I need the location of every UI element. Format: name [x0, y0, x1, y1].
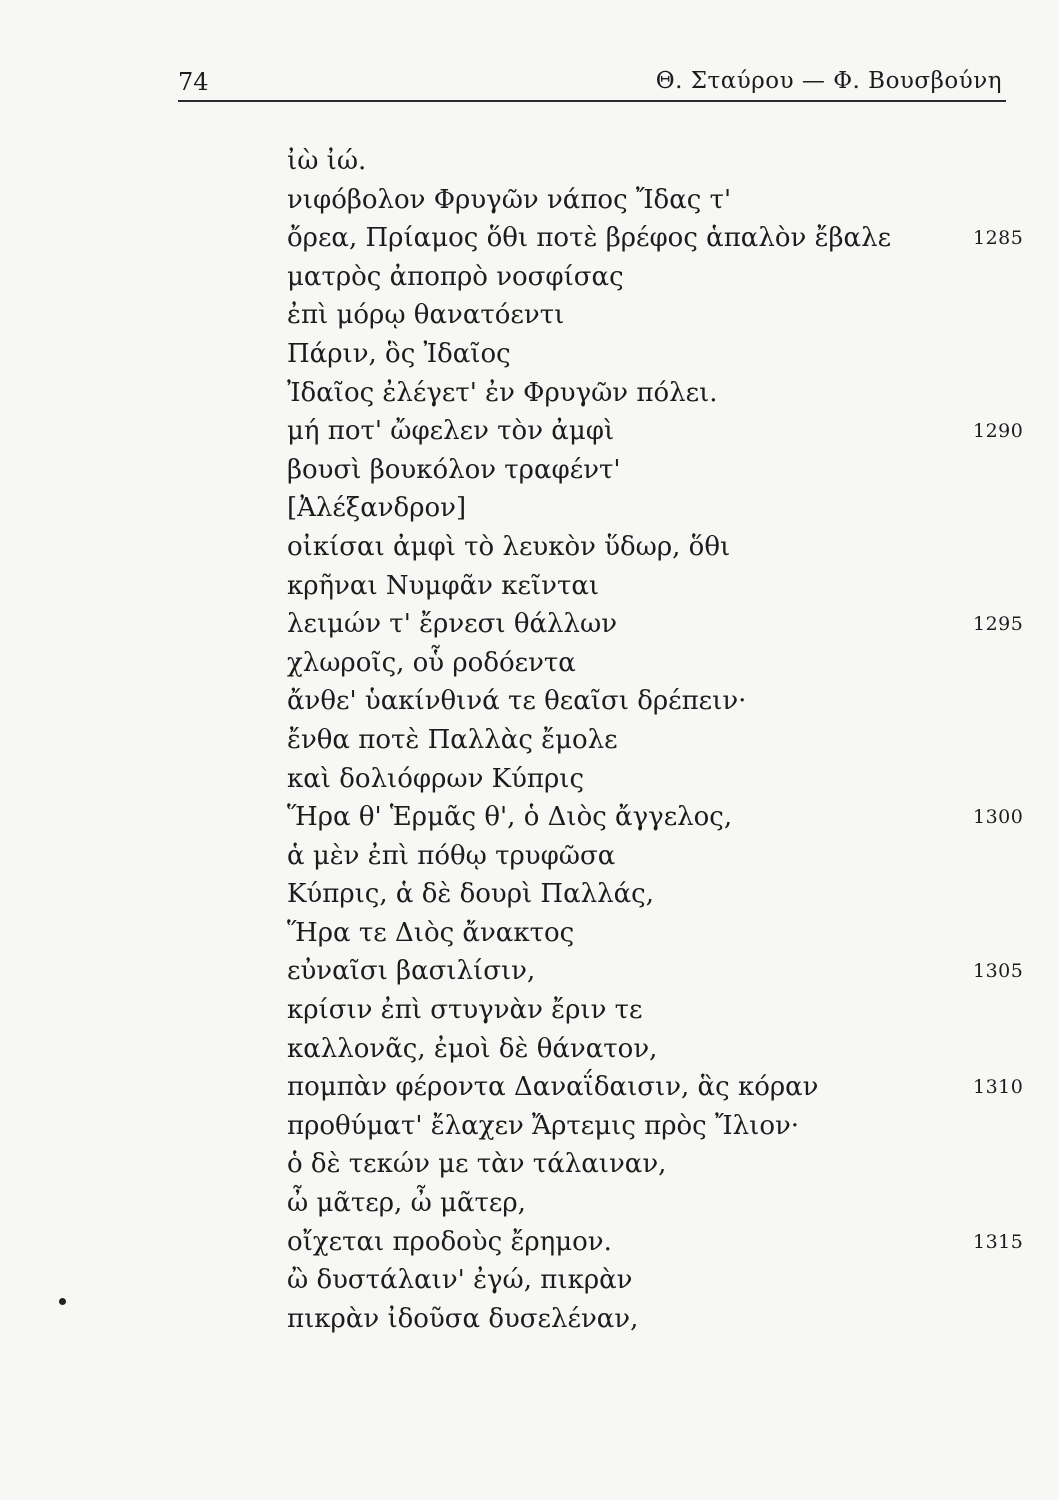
verse-line-text: ὦ μᾶτερ, ὦ μᾶτερ, — [287, 1188, 526, 1219]
line-number: 1315 — [973, 1230, 1024, 1253]
verse-line-text: πικρὰν ἰδοῦσα δυσελέναν, — [287, 1303, 639, 1334]
verse-line — [287, 991, 1007, 1030]
verse-line — [287, 644, 1007, 683]
verse-line — [287, 1261, 1007, 1300]
verse-line — [287, 335, 1007, 374]
verse-line — [287, 1223, 1024, 1262]
verse-line — [287, 181, 1007, 220]
verse-line — [287, 489, 1007, 528]
verse-line-text: ἔνθα ποτὲ Παλλὰς ἔμολε — [287, 724, 618, 755]
verse-line — [287, 528, 1007, 567]
verse-line-text: ἁ μὲν ἐπὶ πόθῳ τρυφῶσα — [287, 840, 616, 871]
verse-line-text: ὄρεα, Πρίαμος ὅθι ποτὲ βρέφος ἁπαλὸν ἔβαλε — [287, 223, 892, 254]
line-number: 1295 — [973, 613, 1024, 636]
verse-line-text: Ἥρα θ' Ἑρμᾶς θ', ὁ Διὸς ἄγγελος, — [287, 802, 733, 833]
verse-line-text: Ἰδαῖος ἐλέγετ' ἐν Φρυγῶν πόλει. — [287, 377, 718, 408]
verse-line — [287, 296, 1007, 335]
line-number: 1310 — [973, 1076, 1024, 1099]
verse-line — [287, 1068, 1024, 1107]
verse-line — [287, 1107, 1007, 1146]
verse-line — [287, 1030, 1007, 1069]
verse-line — [287, 605, 1024, 644]
verse-line — [287, 1145, 1007, 1184]
verse-line-text: χλωροῖς, οὗ ροδόεντα — [287, 647, 576, 678]
verse-line — [287, 567, 1007, 606]
line-number: 1300 — [973, 806, 1024, 829]
verse-line-text: ματρὸς ἀποπρὸ νοσφίσας — [287, 261, 624, 292]
verse-line-text: βουσὶ βουκόλον τραφέντ' — [287, 454, 621, 485]
verse-line-text: κρίσιν ἐπὶ στυγνὰν ἔριν τε — [287, 995, 643, 1026]
page-number: 74 — [178, 68, 209, 96]
verse-line — [287, 219, 1024, 258]
verse-line-text: κρῆναι Νυμφᾶν κεῖνται — [287, 570, 600, 601]
verse-line-text: Πάριν, ὃς Ἰδαῖος — [287, 338, 511, 369]
verse-line-text: λειμών τ' ἔρνεσι θάλλων — [287, 609, 618, 640]
verse-line-text: ἐπὶ μόρῳ θανατόεντι — [287, 300, 565, 331]
verse-line-text: ἄνθε' ὑακίνθινά τε θεαῖσι δρέπειν· — [287, 686, 747, 717]
verse-line — [287, 1300, 1007, 1339]
verse-line — [287, 875, 1007, 914]
verse-line — [287, 798, 1024, 837]
verse-line — [287, 258, 1007, 297]
verse-line — [287, 914, 1007, 953]
margin-dot — [59, 1298, 66, 1305]
verse-line — [287, 374, 1007, 413]
verse-line — [287, 451, 1007, 490]
verse-text — [287, 142, 1024, 1338]
verse-line-text: καλλονᾶς, ἐμοὶ δὲ θάνατον, — [287, 1033, 658, 1064]
verse-line — [287, 952, 1024, 991]
page-header — [178, 62, 1008, 102]
verse-line — [287, 142, 1007, 181]
verse-line-text: ὁ δὲ τεκών με τὰν τάλαιναν, — [287, 1149, 667, 1180]
verse-line-text: οἰκίσαι ἀμφὶ τὸ λευκὸν ὕδωρ, ὅθι — [287, 531, 731, 562]
line-number: 1285 — [973, 227, 1024, 250]
verse-line-text: προθύματ' ἔλαχεν Ἄρτεμις πρὸς Ἴλιον· — [287, 1110, 800, 1141]
verse-line-text: Ἥρα τε Διὸς ἄνακτος — [287, 917, 575, 948]
verse-line — [287, 412, 1024, 451]
verse-line-text: Κύπρις, ἁ δὲ δουρὶ Παλλάς, — [287, 879, 655, 910]
verse-line-text: εὐναῖσι βασιλίσιν, — [287, 956, 536, 987]
verse-line-text: καὶ δολιόφρων Κύπρις — [287, 763, 585, 794]
line-number: 1305 — [973, 960, 1024, 983]
verse-line — [287, 760, 1007, 799]
verse-line-text: πομπὰν φέροντα Δαναΐδαισιν, ἃς κόραν — [287, 1072, 819, 1103]
verse-line-text: οἴχεται προδοὺς ἔρημον. — [287, 1226, 612, 1257]
verse-line — [287, 1184, 1007, 1223]
running-head: Θ. Σταύρου — Φ. Βουσβούνη — [655, 68, 1002, 94]
verse-line — [287, 682, 1007, 721]
verse-line-text: ὢ δυστάλαιν' ἐγώ, πικρὰν — [287, 1265, 633, 1296]
verse-line — [287, 837, 1007, 876]
verse-line-text: [Ἀλέξανδρον] — [287, 493, 467, 524]
header-rule — [178, 100, 1006, 102]
verse-line-text: ἰὼ ἰώ. — [287, 146, 367, 176]
line-number: 1290 — [973, 420, 1024, 443]
verse-line-text: νιφόβολον Φρυγῶν νάπος Ἴδας τ' — [287, 184, 732, 215]
verse-line-text: μή ποτ' ὤφελεν τὸν ἀμφὶ — [287, 416, 615, 447]
verse-line — [287, 721, 1007, 760]
